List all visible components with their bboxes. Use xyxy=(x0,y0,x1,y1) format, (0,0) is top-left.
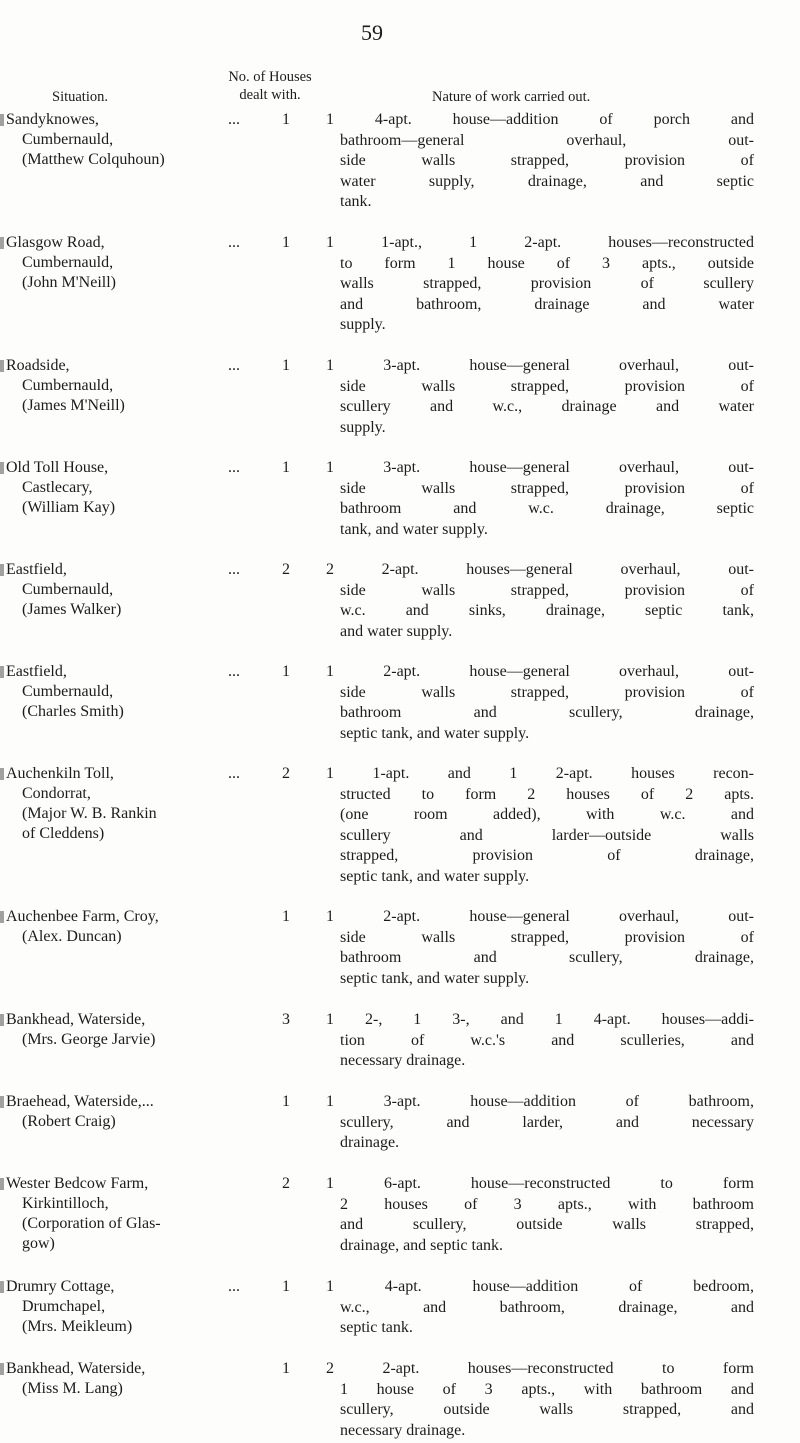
situation-line: Roadside, xyxy=(6,357,70,374)
situation-line: Condorrat, xyxy=(22,785,91,802)
situation-line: (Mrs. Meikleum) xyxy=(22,1318,133,1335)
situation-line: (James Walker) xyxy=(22,601,122,618)
nature-of-work-cell xyxy=(326,458,754,540)
header-nature: Nature of work carried out. xyxy=(432,89,591,105)
situation-cell xyxy=(0,1174,280,1254)
nature-line: septic tank, and water supply. xyxy=(340,969,530,987)
situation-line: Drumry Cottage, xyxy=(6,1278,115,1295)
nature-line: (one room added), with w.c. and xyxy=(340,806,754,823)
nature-line: 1 2-apt. house—general overhaul, out- xyxy=(326,908,754,925)
nature-line: 2 houses of 3 apts., with bathroom xyxy=(340,1195,754,1213)
situation-line: Sandyknowes, xyxy=(6,111,99,128)
situation-line: gow) xyxy=(22,1235,55,1252)
nature-line: 1 6-apt. house—reconstructed to form xyxy=(326,1175,754,1192)
situation-line: Cumbernauld, xyxy=(22,377,114,394)
nature-line: bathroom and scullery, drainage, xyxy=(340,949,754,966)
situation-cell xyxy=(0,1359,280,1399)
leader-dots: ... xyxy=(228,561,240,578)
nature-of-work-cell xyxy=(326,356,754,438)
nature-line: 1 1-apt. and 1 2-apt. houses recon- xyxy=(326,765,754,782)
leader-dots: ... xyxy=(228,459,240,476)
nature-line: 1 2-apt. house—general overhaul, out- xyxy=(326,663,754,680)
nature-line: 1 4-apt. house—addition of porch and xyxy=(326,111,754,128)
nature-line: 1 1-apt., 1 2-apt. houses—reconstructed xyxy=(326,234,754,251)
situation-line: (James M'Neill) xyxy=(22,397,125,414)
nature-line: walls strapped, provision of scullery xyxy=(340,275,754,292)
nature-line: 2 2-apt. houses—general overhaul, out- xyxy=(326,561,754,578)
leader-dots: ... xyxy=(228,357,240,374)
situation-line: Glasgow Road, xyxy=(6,234,105,251)
nature-line: scullery and larder—outside walls xyxy=(340,826,754,844)
nature-line: septic tank. xyxy=(340,1319,413,1336)
nature-line: tank, and water supply. xyxy=(340,520,488,538)
nature-of-work-cell xyxy=(326,907,754,989)
nature-line: 1 2-, 1 3-, and 1 4-apt. houses—addi- xyxy=(326,1011,754,1028)
header-houses: No. of Houses dealt with. xyxy=(228,69,312,103)
situation-cell xyxy=(0,1010,280,1050)
situation-cell xyxy=(0,1092,280,1132)
situation-line: (Charles Smith) xyxy=(22,703,124,720)
nature-line: supply. xyxy=(340,418,386,436)
nature-line: scullery and w.c., drainage and water xyxy=(340,398,754,415)
nature-of-work-cell xyxy=(326,764,754,887)
nature-line: w.c. and sinks, drainage, septic tank, xyxy=(340,602,754,619)
nature-of-work-cell xyxy=(326,1092,754,1154)
houses-count: 2 xyxy=(282,561,290,578)
nature-line: 2 2-apt. houses—reconstructed to form xyxy=(326,1360,754,1377)
nature-line: necessary drainage. xyxy=(340,1052,466,1069)
situation-line: Auchenbee Farm, Croy, xyxy=(6,908,159,925)
situation-line: (Matthew Colquhoun) xyxy=(22,151,165,168)
situation-line: (John M'Neill) xyxy=(22,274,116,291)
nature-line: to form 1 house of 3 apts., outside xyxy=(340,254,754,272)
nature-line: side walls strapped, provision of xyxy=(340,928,754,946)
nature-line: side walls strapped, provision of xyxy=(340,377,754,395)
nature-of-work-cell xyxy=(326,1277,754,1339)
nature-line: drainage. xyxy=(340,1134,400,1151)
situation-line: Braehead, Waterside,... xyxy=(6,1093,154,1110)
nature-line: septic tank, and water supply. xyxy=(340,867,530,885)
situation-line: Castlecary, xyxy=(22,479,93,496)
nature-of-work-cell xyxy=(326,1359,754,1441)
nature-line: tion of w.c.'s and sculleries, and xyxy=(340,1031,754,1049)
situation-line: Auchenkiln Toll, xyxy=(6,765,114,782)
nature-line: 1 3-apt. house—general overhaul, out- xyxy=(326,459,754,476)
houses-count: 2 xyxy=(282,765,290,782)
nature-of-work-cell xyxy=(326,662,754,744)
nature-line: scullery, outside walls strapped, and xyxy=(340,1401,754,1418)
nature-line: 1 4-apt. house—addition of bedroom, xyxy=(326,1278,754,1295)
situation-line: Cumbernauld, xyxy=(22,581,114,598)
nature-line: tank. xyxy=(340,193,372,210)
houses-count: 1 xyxy=(282,111,290,128)
situation-line: Kirkintilloch, xyxy=(22,1195,109,1212)
nature-line: 1 3-apt. house—addition of bathroom, xyxy=(326,1093,754,1110)
situation-line: Bankhead, Waterside, xyxy=(6,1011,146,1028)
situation-line: Eastfield, xyxy=(6,663,67,680)
situation-line: (Miss M. Lang) xyxy=(22,1380,123,1397)
situation-line: (Alex. Duncan) xyxy=(22,928,122,945)
houses-count: 1 xyxy=(282,234,290,251)
situation-line: (William Kay) xyxy=(22,499,116,516)
nature-line: bathroom—general overhaul, out- xyxy=(340,131,754,149)
leader-dots: ... xyxy=(228,111,240,128)
nature-line: side walls strapped, provision of xyxy=(340,683,754,701)
nature-line: water supply, drainage, and septic xyxy=(340,172,754,190)
nature-of-work-cell xyxy=(326,1174,754,1256)
houses-count: 3 xyxy=(282,1011,290,1028)
houses-count: 1 xyxy=(282,908,290,925)
nature-line: and scullery, outside walls strapped, xyxy=(340,1216,754,1233)
situation-line: Old Toll House, xyxy=(6,459,109,476)
nature-line: bathroom and w.c. drainage, septic xyxy=(340,500,754,517)
nature-of-work-cell xyxy=(326,110,754,213)
nature-line: 1 3-apt. house—general overhaul, out- xyxy=(326,357,754,374)
nature-line: supply. xyxy=(340,316,386,333)
nature-of-work-cell xyxy=(326,233,754,336)
situation-line: (Major W. B. Rankin xyxy=(22,805,157,822)
situation-line: Eastfield, xyxy=(6,561,67,578)
nature-line: strapped, provision of drainage, xyxy=(340,847,754,864)
situation-line: Cumbernauld, xyxy=(22,131,114,148)
nature-of-work-cell xyxy=(326,1010,754,1072)
nature-line: bathroom and scullery, drainage, xyxy=(340,704,754,721)
leader-dots: ... xyxy=(228,765,240,782)
houses-count: 1 xyxy=(282,459,290,476)
situation-line: (Mrs. George Jarvie) xyxy=(22,1031,156,1048)
leader-dots: ... xyxy=(228,1278,240,1295)
header-situation: Situation. xyxy=(52,89,108,105)
nature-line: necessary drainage. xyxy=(340,1421,466,1439)
nature-line: structed to form 2 houses of 2 apts. xyxy=(340,785,754,803)
situation-line: of Cleddens) xyxy=(22,825,105,842)
situation-line: (Corporation of Glas- xyxy=(22,1215,161,1232)
houses-count: 1 xyxy=(282,1360,290,1377)
situation-line: Wester Bedcow Farm, xyxy=(6,1175,149,1192)
houses-count: 1 xyxy=(282,357,290,374)
nature-line: and water supply. xyxy=(340,622,453,640)
nature-line: w.c., and bathroom, drainage, and xyxy=(340,1298,754,1316)
houses-count: 1 xyxy=(282,1093,290,1110)
situation-line: Cumbernauld, xyxy=(22,683,114,700)
nature-line: side walls strapped, provision of xyxy=(340,581,754,599)
situation-line: Cumbernauld, xyxy=(22,254,114,271)
situation-line: (Robert Craig) xyxy=(22,1113,116,1130)
nature-line: drainage, and septic tank. xyxy=(340,1236,504,1254)
leader-dots: ... xyxy=(228,663,240,680)
situation-line: Bankhead, Waterside, xyxy=(6,1360,146,1377)
houses-count: 1 xyxy=(282,663,290,680)
situation-line: Drumchapel, xyxy=(22,1298,106,1315)
situation-cell xyxy=(0,907,280,947)
nature-line: septic tank, and water supply. xyxy=(340,724,530,742)
nature-of-work-cell xyxy=(326,560,754,642)
nature-line: scullery, and larder, and necessary xyxy=(340,1113,754,1131)
nature-line: side walls strapped, provision of xyxy=(340,479,754,497)
houses-count: 2 xyxy=(282,1175,290,1192)
nature-line: 1 house of 3 apts., with bathroom and xyxy=(340,1380,754,1398)
page-number: 59 xyxy=(361,20,383,45)
leader-dots: ... xyxy=(228,234,240,251)
nature-line: and bathroom, drainage and water xyxy=(340,295,754,313)
houses-count: 1 xyxy=(282,1278,290,1295)
nature-line: side walls strapped, provision of xyxy=(340,152,754,169)
